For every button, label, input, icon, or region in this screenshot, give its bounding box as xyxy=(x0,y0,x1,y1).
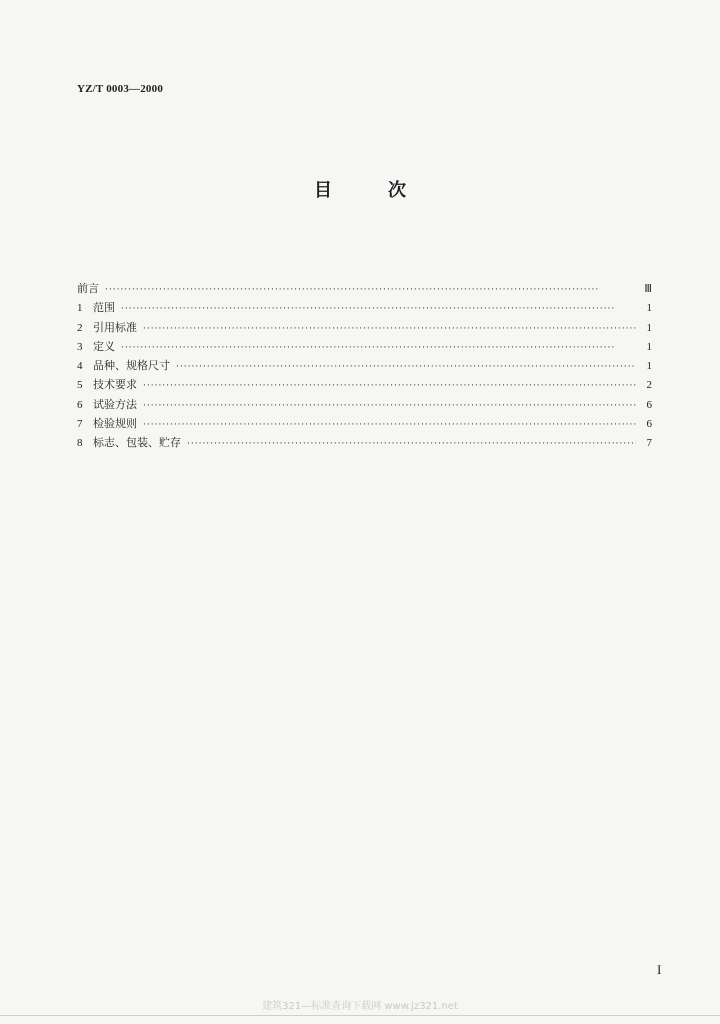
toc-entry-scope[interactable] xyxy=(77,299,652,318)
watermark: 建筑321—标准查询下载网 www.jz321.net xyxy=(262,1001,458,1012)
toc-entry-page: 1 xyxy=(646,321,652,334)
toc-entry-number: 2 xyxy=(77,321,83,334)
toc-entry-marking[interactable] xyxy=(77,434,652,453)
page-number: I xyxy=(657,962,662,977)
toc-leader-dots xyxy=(176,362,636,372)
toc-leader-dots xyxy=(143,420,636,430)
table-of-contents xyxy=(77,280,652,454)
toc-leader-dots xyxy=(187,439,636,449)
toc-entry-label: 品种、规格尺寸 xyxy=(93,359,170,373)
toc-entry-page: 2 xyxy=(646,379,652,392)
toc-leader-dots xyxy=(105,285,636,295)
toc-entry-references[interactable] xyxy=(77,319,652,338)
footer-divider xyxy=(0,1015,720,1016)
toc-entry-page: 7 xyxy=(646,437,652,450)
toc-entry-number: 3 xyxy=(77,340,83,353)
toc-entry-test-methods[interactable] xyxy=(77,396,652,415)
toc-entry-number: 8 xyxy=(77,437,83,450)
page-title xyxy=(0,176,720,202)
toc-entry-label: 标志、包装、贮存 xyxy=(93,436,181,450)
toc-entry-varieties[interactable] xyxy=(77,357,652,376)
toc-entry-page: Ⅲ xyxy=(644,283,652,295)
toc-entry-page: 6 xyxy=(646,398,652,411)
toc-leader-dots xyxy=(143,381,636,391)
toc-entry-definitions[interactable] xyxy=(77,338,652,357)
toc-entry-page: 1 xyxy=(646,340,652,353)
toc-entry-page: 1 xyxy=(646,360,652,373)
toc-entry-page: 6 xyxy=(646,418,652,431)
toc-entry-label: 技术要求 xyxy=(93,378,137,392)
toc-entry-label: 引用标准 xyxy=(93,320,137,334)
title-char-2: 次 xyxy=(388,180,406,201)
toc-entry-number: 1 xyxy=(77,302,83,315)
toc-leader-dots xyxy=(143,401,636,411)
toc-entry-label: 前言 xyxy=(77,282,99,295)
toc-leader-dots xyxy=(121,343,636,353)
toc-entry-foreword[interactable] xyxy=(77,280,652,299)
document-code: YZ/T 0003—2000 xyxy=(77,83,164,95)
toc-entry-label: 试验方法 xyxy=(93,397,137,411)
toc-entry-number: 4 xyxy=(77,360,83,373)
toc-entry-number: 6 xyxy=(77,398,83,411)
title-char-1: 目 xyxy=(314,180,332,201)
toc-entry-requirements[interactable] xyxy=(77,376,652,395)
toc-leader-dots xyxy=(121,304,636,314)
toc-entry-label: 范围 xyxy=(93,301,115,315)
toc-entry-number: 7 xyxy=(77,418,83,431)
toc-leader-dots xyxy=(143,324,636,334)
toc-entry-page: 1 xyxy=(646,302,652,315)
toc-entry-inspection[interactable] xyxy=(77,415,652,434)
toc-entry-label: 检验规则 xyxy=(93,417,137,431)
toc-entry-label: 定义 xyxy=(93,339,115,353)
toc-entry-number: 5 xyxy=(77,379,83,392)
